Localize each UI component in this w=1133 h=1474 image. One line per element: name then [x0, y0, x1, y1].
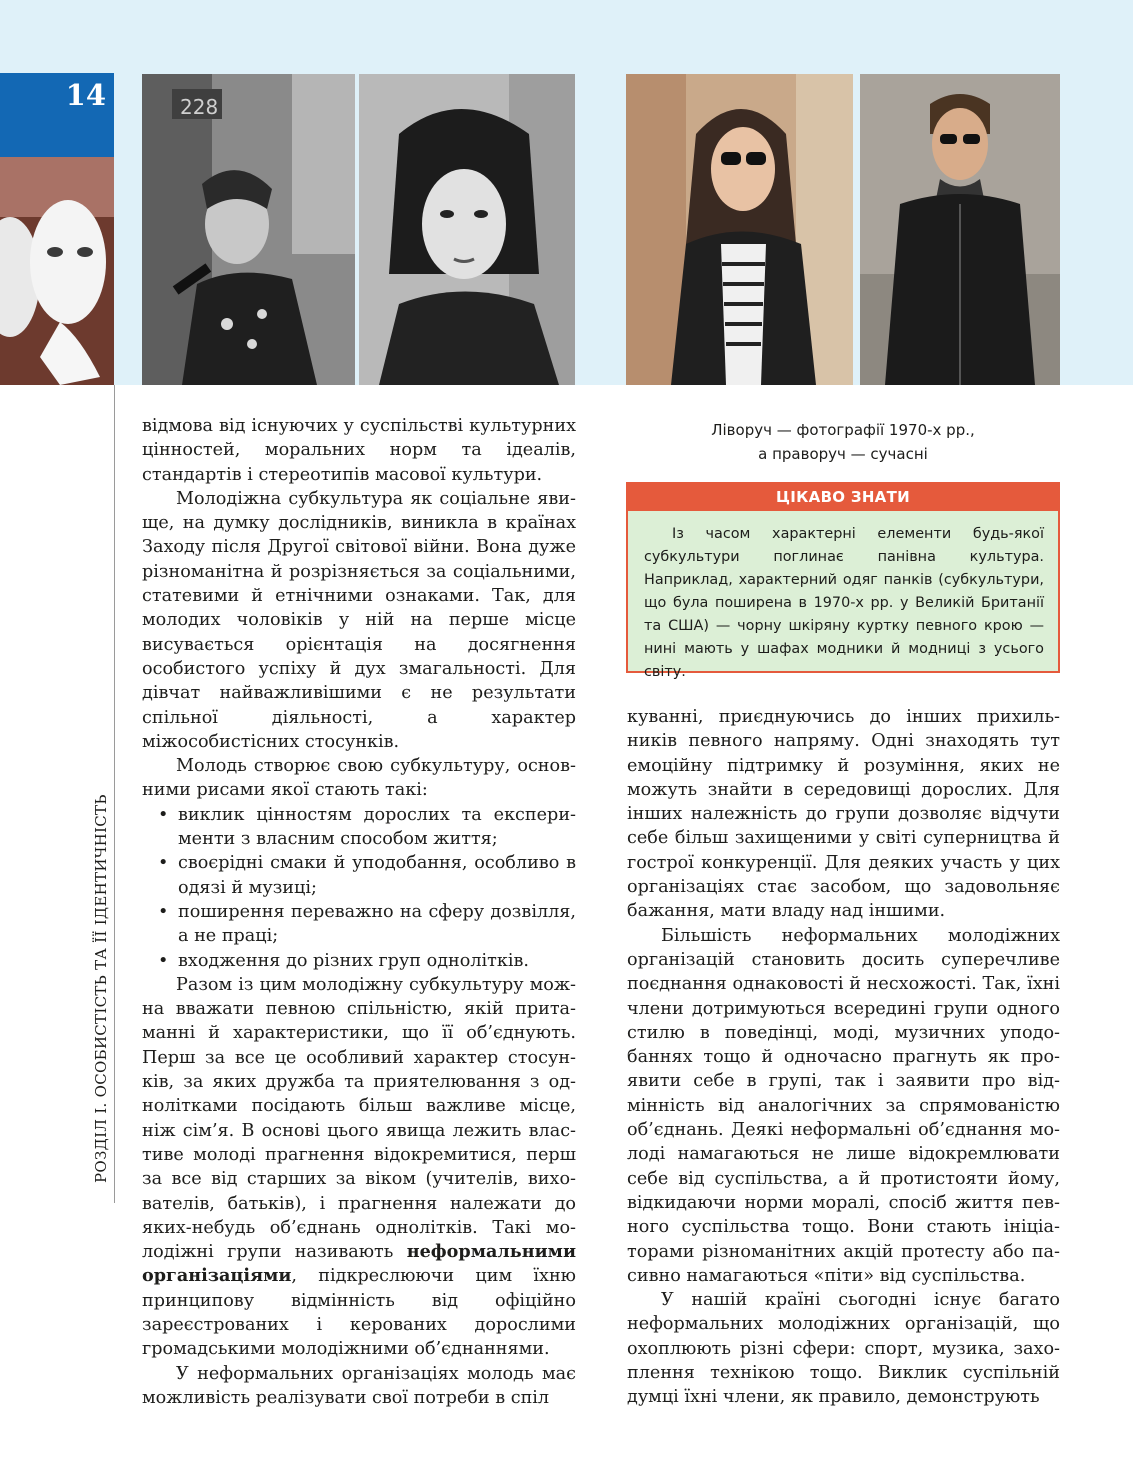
paragraph: куванні, приєднуючись до інших прихильників певного напряму. Одні знаходять тут емоційну підтримку й розуміння, яких не можуть знайти в середовищі дорослих. Для інших належність до групи дозволяє відчути себе більш захищеними у світі суперництва й гострої конкуренції. Для деяких участь у цих організаціях стає засобом, що задовольняє бажання, мати владу над іншими.	[627, 707, 1060, 922]
section-side-label: РОЗДІЛ І. ОСОБИСТІСТЬ ТА ЇЇ ІДЕНТИЧНІСТЬ	[92, 794, 110, 1183]
paragraph: У неформальних організаціях молодь має можливість реалізувати свої потреби в спіл	[142, 1363, 576, 1408]
modern-man-photo	[860, 74, 1060, 385]
paragraph: У нашій країні сьогодні існує багато неформальних молодіжних організацій, що охоплюють різні сфери: спорт, музика, захоплення технікою тощо. Виклик суспільній думці їхні члени, як правило, демонструють	[627, 1290, 1060, 1408]
paragraph: відмова від існуючих у суспільстві культурних цінностей, моральних норм та ідеалів, стандартів і стереотипів масової культури.	[142, 416, 576, 485]
masks-image	[0, 157, 114, 385]
text-run: , підкреслюючи цим їхню принципову відмінність від офіційно зареєстрованих і керованих дорослими громадськими молодіжними об’єднаннями.	[142, 1266, 576, 1360]
paragraph	[142, 973, 576, 1362]
page-number: 14	[65, 78, 106, 112]
bullet: •	[158, 853, 169, 874]
fact-box-text: Із часом характерні елементи будь-якої субкультури поглинає панівна культура. Наприклад, характерний одяг панків (субкультури, що була поширена в 1970-х рр. у Великій Британії та США) — чорну шкіряну куртку певного крою — нині мають у шафах модники й модниці з усього світу.	[644, 526, 1044, 680]
caption-line: а праворуч — сучасні	[758, 445, 928, 463]
list-item-text: своєрідні смаки й уподобання, особливо в одязі й музиці;	[178, 853, 576, 898]
paragraph: Більшість неформальних молодіжних організацій становить досить суперечливе поєднання однаковості й несхожості. Так, їхні члени дотримуються всередині групи одного стилю в поведінці, моді, музичних уподобаннях тощо й одночасно прагнуть як проявити себе в групі, так і заявити про відмінність від аналогічних за спрямованістю об’єднань. Деякі неформальні об’єднання молоді намагаються не лише відокремлювати себе від суспільства, а й протистояти йому, відкидаючи норми моралі, спосіб життя певного суспільства тощо. Вони стають ініціаторами різноманітних акцій протесту або пасивно намагаються «піти» від суспільства.	[627, 925, 1060, 1286]
left-text-column	[142, 414, 576, 1410]
photo-sign-text: 228	[180, 95, 219, 119]
key-term: неформальними організаціями	[142, 1241, 576, 1287]
interesting-fact-box	[626, 482, 1060, 680]
list-item-text: поширення переважно на сферу дозвілля, а не праці;	[178, 901, 576, 947]
list-item	[142, 900, 576, 949]
text-run: Разом із цим молодіжну субкультуру можна вважати певною спільністю, якій притаманні й характеристики, що її об’єднують. Перш за все це особливий характер стосунків, за яких дружба та приятелювання з однолітками посідають більш важливе місце, ніж сім’я. В основі цього явища лежить властиве молоді прагнення відокремитися, перш за все від старших за віком (учителів, вихователів, батьків), і прагнення належати до яких-небудь об’єднань однолітків. Такі молодіжні групи називають	[142, 974, 576, 1263]
punk-girl-photo	[359, 74, 575, 385]
bullet: •	[158, 804, 169, 825]
paragraph: Молодь створює свою субкультуру, основними рисами якої стають такі:	[142, 756, 576, 801]
photo-caption	[627, 418, 1059, 466]
bullet: •	[158, 950, 169, 971]
list-item-text: входження до різних груп однолітків.	[178, 950, 530, 971]
side-rule	[114, 385, 115, 1203]
list-item-text: виклик цінностям дорослих та експерименти з власним способом життя;	[178, 804, 576, 850]
right-text-column	[627, 705, 1060, 1410]
caption-line: Ліворуч — фотографії 1970-х рр.,	[711, 421, 975, 439]
list-item	[142, 851, 576, 900]
bullet: •	[158, 901, 169, 922]
list-item	[142, 803, 576, 852]
paragraph: Молодіжна субкультура як соціальне явище, на думку дослідників, виникла в країнах Заходу після Другої світової війни. Вона дуже різноманітна й розрізняється за соціальними, статевими й етнічними ознаками. Так, для молодих чоловіків у ній на перше місце висувається орієнтація на досягнення особистого успіху й дух змагальності. Для дівчат найважливішими є не результати спільної діяльності, а характер міжособистісних стосунків.	[142, 488, 576, 752]
features-list	[142, 803, 576, 973]
modern-woman-photo	[626, 74, 853, 385]
list-item	[142, 949, 576, 973]
fact-box-title: ЦІКАВО ЗНАТИ	[628, 484, 1058, 511]
punk-singer-photo	[142, 74, 355, 385]
